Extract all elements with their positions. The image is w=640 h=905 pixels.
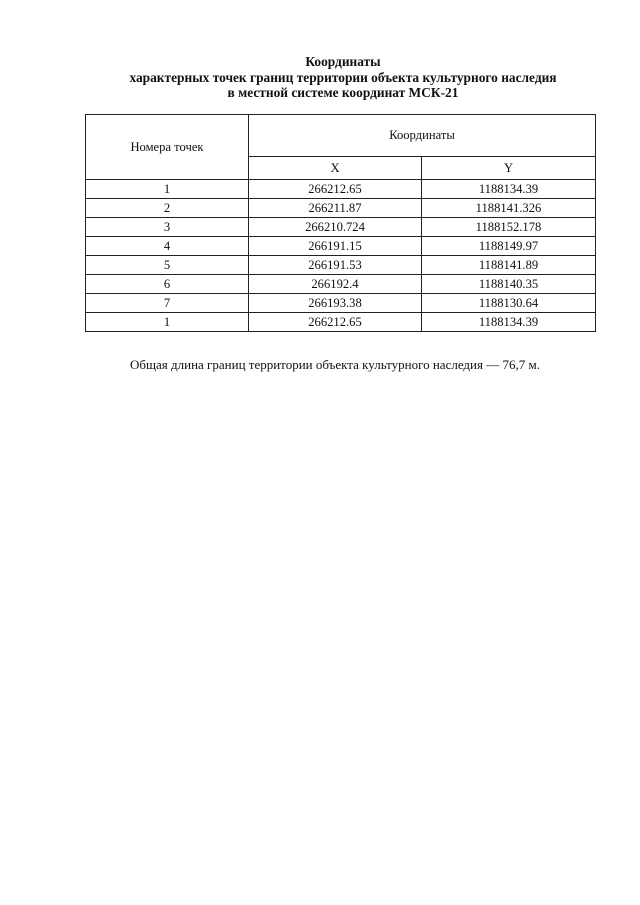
header-point-numbers: Номера точек bbox=[86, 115, 249, 180]
table-row bbox=[86, 294, 596, 313]
cell-point: 6 bbox=[86, 275, 249, 294]
cell-x: 266191.53 bbox=[249, 256, 422, 275]
table-row bbox=[86, 199, 596, 218]
coordinates-table bbox=[85, 114, 596, 332]
cell-point: 2 bbox=[86, 199, 249, 218]
cell-y: 1188141.89 bbox=[422, 256, 596, 275]
cell-y: 1188140.35 bbox=[422, 275, 596, 294]
table-row bbox=[86, 313, 596, 332]
table-row bbox=[86, 256, 596, 275]
cell-x: 266192.4 bbox=[249, 275, 422, 294]
table-row bbox=[86, 218, 596, 237]
cell-x: 266211.87 bbox=[249, 199, 422, 218]
cell-y: 1188134.39 bbox=[422, 180, 596, 199]
cell-point: 3 bbox=[86, 218, 249, 237]
table-row bbox=[86, 180, 596, 199]
table-row bbox=[86, 237, 596, 256]
cell-y: 1188141.326 bbox=[422, 199, 596, 218]
cell-point: 5 bbox=[86, 256, 249, 275]
cell-x: 266191.15 bbox=[249, 237, 422, 256]
cell-y: 1188149.97 bbox=[422, 237, 596, 256]
cell-x: 266193.38 bbox=[249, 294, 422, 313]
boundary-length-summary: Общая длина границ территории объекта культурного наследия — 76,7 м. bbox=[130, 357, 540, 372]
title-line-1: Координаты bbox=[305, 54, 381, 69]
title-line-3: в местной системе координат МСК-21 bbox=[227, 85, 459, 100]
cell-point: 7 bbox=[86, 294, 249, 313]
title-line-2: характерных точек границ территории объекта культурного наследия bbox=[129, 69, 557, 85]
document-title bbox=[0, 54, 640, 101]
table-row bbox=[86, 275, 596, 294]
cell-y: 1188152.178 bbox=[422, 218, 596, 237]
cell-y: 1188130.64 bbox=[422, 294, 596, 313]
header-coordinates: Координаты bbox=[249, 115, 596, 157]
header-y: Y bbox=[422, 156, 596, 179]
cell-point: 4 bbox=[86, 237, 249, 256]
cell-point: 1 bbox=[86, 313, 249, 332]
cell-y: 1188134.39 bbox=[422, 313, 596, 332]
cell-x: 266212.65 bbox=[249, 180, 422, 199]
header-x: X bbox=[249, 156, 422, 179]
cell-x: 266210.724 bbox=[249, 218, 422, 237]
cell-x: 266212.65 bbox=[249, 313, 422, 332]
cell-point: 1 bbox=[86, 180, 249, 199]
